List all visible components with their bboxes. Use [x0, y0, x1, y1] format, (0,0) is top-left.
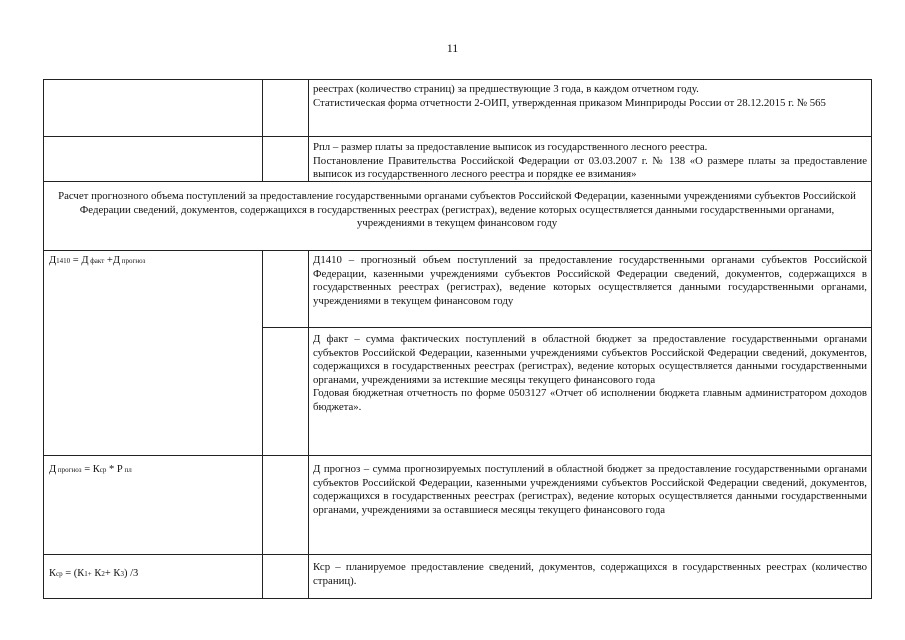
- formula-part: = К: [81, 464, 100, 475]
- formula-part: * Р: [106, 464, 123, 475]
- row-line: [43, 250, 872, 251]
- description-line: Постановление Правительства Российской Федерации от 03.03.2007 г. № 138 «О размере платы за предоставление выписок из государственного лесного реестра и порядке ее взимания»: [313, 154, 867, 181]
- formula-subscript: прогноз: [120, 257, 146, 265]
- formula-d1410: [49, 254, 145, 268]
- row-line: [43, 455, 872, 456]
- table-border-right: [871, 79, 872, 599]
- description-line: Кср – планируемое предоставление сведений, документов, содержащихся в государственных реестрах (количество страниц).: [313, 561, 867, 587]
- table-border-left: [43, 79, 44, 599]
- formula-part: = Д: [70, 255, 89, 266]
- formula-part: ) /3: [123, 568, 139, 579]
- section-banner: Расчет прогнозного объема поступлений за предоставление государственными органами субъектов Российской Федерации, казенными учреждениями субъектов Российской Федерации сведений, документов, содержащихся в государственных реестрах (регистрах), ведение которых осуществляется данными государственными органами, учреждениями в текущем финансовом году: [58, 190, 856, 230]
- description-cell: [313, 333, 867, 415]
- description-line: Статистическая форма отчетности 2-ОИП, утвержденная приказом Минприроды России от 28.12.2015 г. № 565: [313, 96, 826, 109]
- column-divider: [308, 79, 309, 181]
- formula-subscript: прогноз: [56, 466, 82, 474]
- formula-subscript: 1+: [84, 570, 92, 578]
- description-cell: [313, 141, 867, 182]
- column-divider: [262, 79, 263, 181]
- formula-subscript: факт: [88, 257, 105, 265]
- description-line: Д факт – сумма фактических поступлений в областной бюджет за предоставление государственными органами субъектов Российской Федерации, казенными учреждениями субъектов Российской Федерации сведений, документов, содержащихся в государственных реестрах (регистрах), ведение которых осуществляется данными государственными органами, учреждениями за истекшие месяцы текущего финансового года: [313, 333, 867, 386]
- row-line: [43, 79, 872, 80]
- formula-part: + К: [104, 568, 121, 579]
- description-line: Годовая бюджетная отчетность по форме 0503127 «Отчет об исполнении бюджета главным администратором доходов бюджета».: [313, 387, 867, 413]
- description-cell: [313, 463, 867, 517]
- formula-k-sr: [49, 567, 138, 581]
- description-cell: [313, 83, 867, 110]
- formula-subscript: 3: [120, 570, 124, 578]
- formula-part: К: [49, 568, 57, 579]
- row-line: [43, 598, 872, 599]
- description-line: Д прогноз – сумма прогнозируемых поступлений в областной бюджет за предоставление государственными органами субъектов Российской Федерации, казенными учреждениями субъектов Российской Федерации сведений, документов, содержащихся в государственных реестрах (регистрах), ведение которых осуществляется данными государственными органами, учреждениями за оставшиеся месяцы текущего финансового года: [313, 463, 867, 516]
- formula-part: К: [91, 568, 102, 579]
- formula-subscript: ср: [99, 466, 107, 474]
- formula-subscript: 1410: [56, 257, 71, 265]
- column-divider: [262, 250, 263, 598]
- formula-part: Д: [49, 255, 57, 266]
- description-line: реестрах (количество страниц) за предшествующие 3 года, в каждом отчетном году.: [313, 83, 699, 95]
- description-cell: [313, 254, 867, 308]
- formula-part: Д: [49, 464, 57, 475]
- formula-part: +Д: [104, 255, 120, 266]
- column-divider: [308, 250, 309, 598]
- formula-part: = (К: [62, 568, 85, 579]
- page-number: 11: [446, 41, 459, 55]
- formula-subscript: пл: [122, 466, 132, 474]
- formula-d-prognoz: [49, 463, 132, 477]
- description-line: Рпл – размер платы за предоставление выписок из государственного лесного реестра.: [313, 141, 708, 153]
- description-line: Д1410 – прогнозный объем поступлений за предоставление государственными органами субъектов Российской Федерации, казенными учреждениями субъектов Российской Федерации сведений, документов, содержащихся в государственных реестрах (регистрах), ведение которых осуществляется данными государственными органами, учреждениями в текущем финансовом году: [313, 254, 867, 307]
- row-line: [43, 554, 872, 555]
- row-line: [43, 136, 872, 137]
- formula-subscript: 2: [101, 570, 105, 578]
- formula-subscript: ср: [56, 570, 63, 578]
- description-cell: [313, 561, 867, 588]
- row-line: [262, 327, 872, 328]
